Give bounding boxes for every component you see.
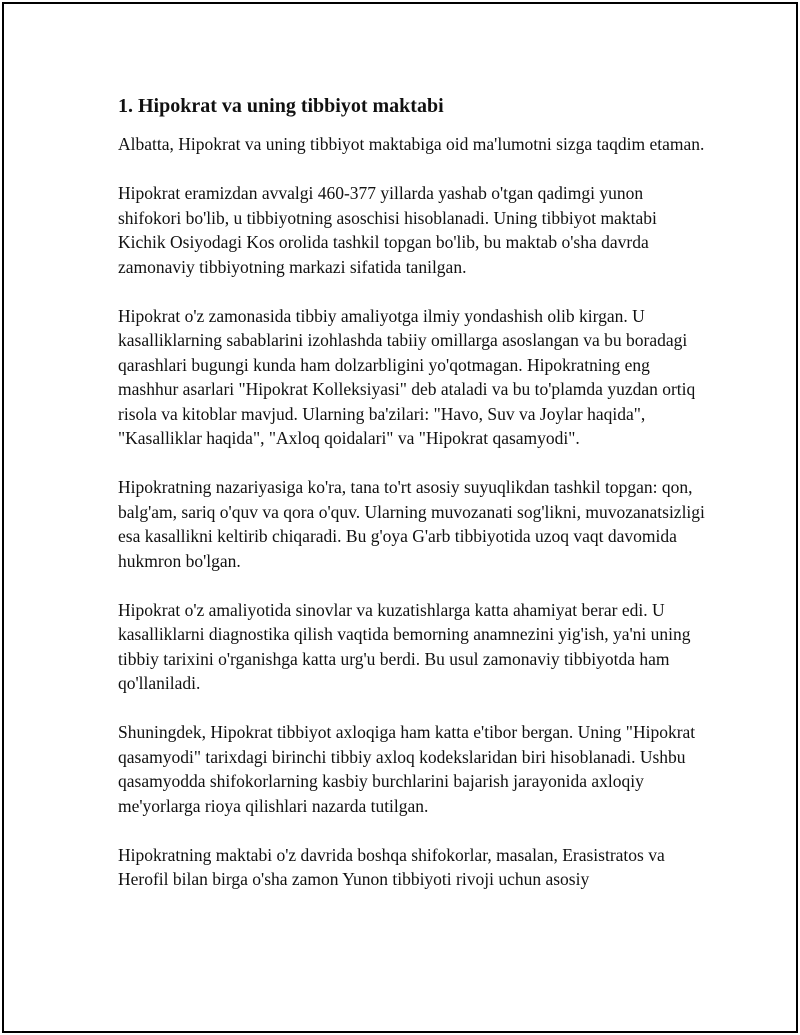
paragraph-biography: Hipokrat eramizdan avvalgi 460-377 yillarda yashab o'tgan qadimgi yunon shifokori bo'lib, u tibbiyotning asoschisi hisoblanadi. Uning tibbiyot maktabi Kichik Osiyodagi Kos orolida tashkil topgan bo'lib, bu maktab o'sha davrda zamonaviy tibbiyotning markazi sifatida tanilgan. [118,183,657,277]
paragraph-intro: Albatta, Hipokrat va uning tibbiyot maktabiga oid ma'lumotni sizga taqdim etaman. [118,134,705,154]
document-body [118,92,708,916]
paragraph-humoral-theory: Hipokratning nazariyasiga ko'ra, tana to'rt asosiy suyuqlikdan tashkil topgan: qon, balg'am, sariq o'quv va qora o'quv. Ularning muvozanati sog'likni, muvozanatsizligi esa kasallikni keltirib chiqaradi. Bu g'oya G'arb tibbiyotida uzoq vaqt davomida hukmron bo'lgan. [118,477,705,571]
document-title: 1. Hipokrat va uning tibbiyot maktabi [118,95,444,117]
paragraph-observation: Hipokrat o'z amaliyotida sinovlar va kuzatishlarga katta ahamiyat berar edi. U kasalliklarni diagnostika qilish vaqtida bemorning anamnezini yig'ish, ya'ni uning tibbiy tarixini o'rganishga katta urg'u berdi. Bu usul zamonaviy tibbiyotda ham qo'llaniladi. [118,599,691,693]
paragraph-ethics: Shuningdek, Hipokrat tibbiyot axloqiga ham katta e'tibor bergan. Uning "Hipokrat qasamyodi" tarixdagi birinchi tibbiy axloq kodekslaridan biri hisoblanadi. Ushbu qasamyodda shifokorlarning kasbiy burchlarini bajarish jarayonida axloqiy me'yorlarga rioya qilishlari nazarda tutilgan. [118,722,696,816]
paragraph-school-legacy: Hipokratning maktabi o'z davrida boshqa shifokorlar, masalan, Erasistratos va Herofil bilan birga o'sha zamon Yunon tibbiyoti rivoji uchun asosiy [118,844,665,889]
paragraph-scientific-approach: Hipokrat o'z zamonasida tibbiy amaliyotga ilmiy yondashish olib kirgan. U kasalliklarning sabablarini izohlashda tabiiy omillarga asoslangan va bu boradagi qarashlari bugungi kunda ham dolzarbligini yo'qotmagan. Hipokratning eng mashhur asarlari "Hipokrat Kolleksiyasi" deb ataladi va bu to'plamda yuzdan ortiq risola va kitoblar mavjud. Ularning ba'zilari: "Havo, Suv va Joylar haqida", "Kasalliklar haqida", "Axloq qoidalari" va "Hipokrat qasamyodi". [118,305,696,448]
